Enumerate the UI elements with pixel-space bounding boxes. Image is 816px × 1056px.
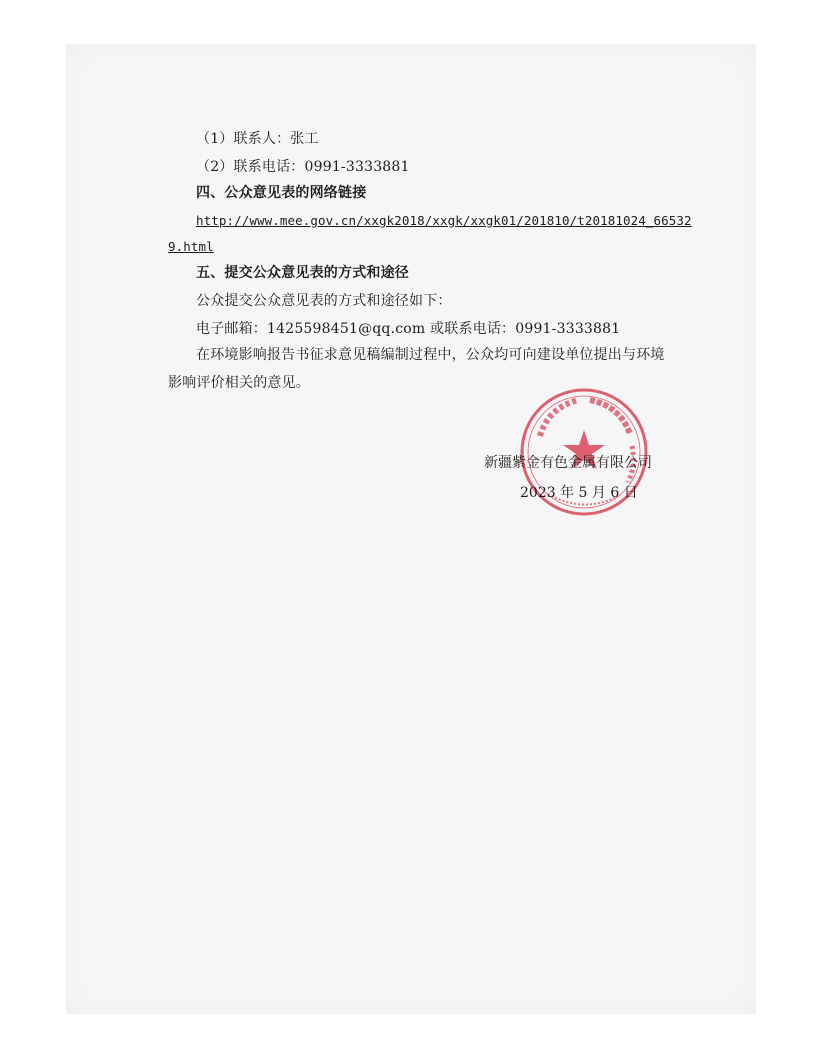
contact-phone-line: （2）联系电话：0991-3333881 [196, 159, 410, 175]
contact-person-line: （1）联系人：张工 [196, 131, 319, 147]
company-signature: 新疆紫金有色金属有限公司 [484, 455, 652, 471]
signature-date: 2023 年 5 月 6 日 [520, 485, 638, 501]
section4-heading: 四、公众意见表的网络链接 [196, 185, 367, 201]
paragraph-line-1: 在环境影响报告书征求意见稿编制过程中，公众均可向建设单位提出与环境 [196, 347, 665, 363]
submission-method-intro: 公众提交公众意见表的方式和途径如下： [196, 293, 452, 309]
paragraph-line-2: 影响评价相关的意见。 [168, 375, 310, 391]
document-page [66, 44, 756, 1014]
public-opinion-form-link-continuation[interactable]: 9.html [168, 239, 214, 254]
section5-heading: 五、提交公众意见表的方式和途径 [196, 265, 409, 281]
public-opinion-form-link[interactable]: http://www.mee.gov.cn/xxgk2018/xxgk/xxgk01/201810/t20181024_66532 [196, 213, 692, 228]
email-and-phone-line: 电子邮箱：1425598451@qq.com 或联系电话：0991-3333881 [196, 321, 621, 337]
